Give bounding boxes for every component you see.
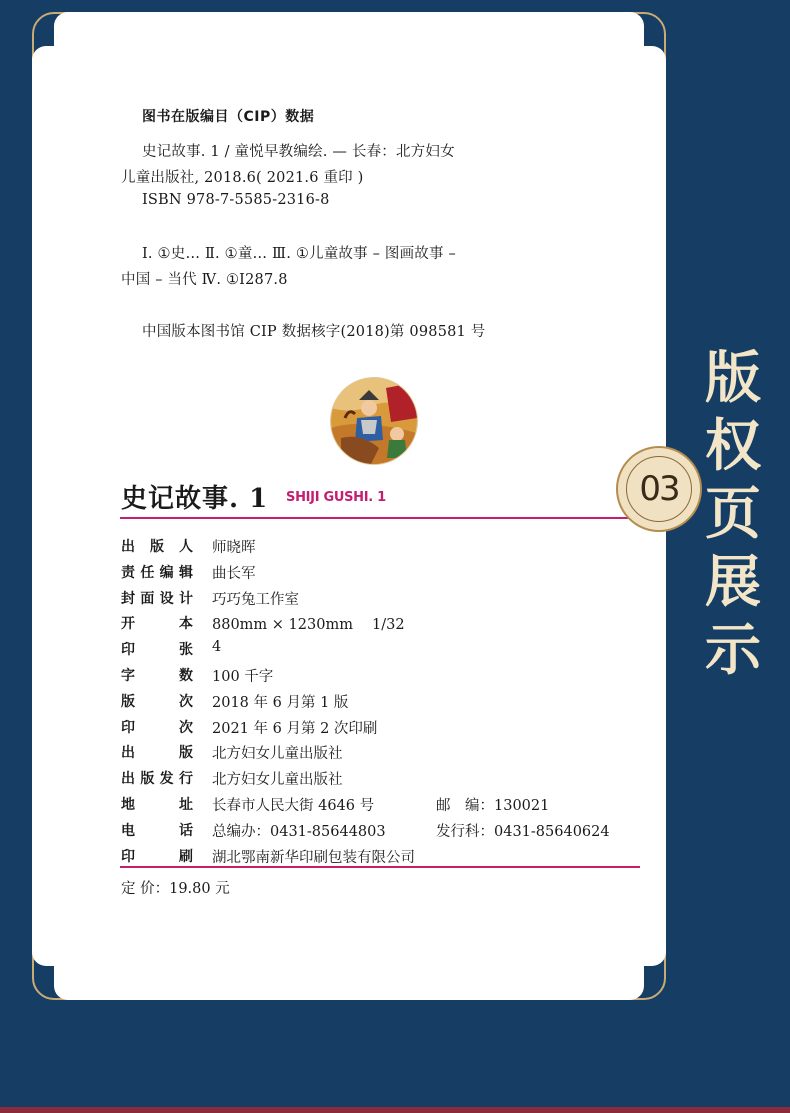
bottom-color-strip (0, 1107, 790, 1113)
info-label: 电 话 (121, 822, 193, 839)
info-value: 湖北鄂南新华印刷包装有限公司 (212, 849, 415, 866)
info-label: 责 任 编 辑 (121, 564, 193, 581)
info-value-secondary: 发行科：0431-85640624 (436, 823, 610, 840)
info-value: 北方妇女儿童出版社 (212, 746, 343, 763)
info-label: 地 址 (121, 797, 193, 813)
book-title: 史记故事. 1 (121, 484, 269, 514)
side-title-char: 页 (705, 481, 761, 547)
info-value: 2018 年 6 月第 1 版 (212, 694, 349, 711)
info-divider (120, 866, 640, 868)
info-value: 师晓晖 (212, 540, 256, 556)
info-value: 长春市人民大街 4646 号 (212, 798, 375, 814)
info-value: 880mm × 1230mm 1/32 (212, 617, 405, 634)
info-label: 印 次 (121, 719, 193, 736)
cover-illustration (331, 378, 417, 464)
price: 定 价：19.80 元 (121, 881, 230, 897)
info-value: 100 千字 (212, 669, 274, 685)
info-label: 版 次 (121, 693, 193, 710)
info-label: 印 张 (121, 642, 193, 659)
info-value: 4 (212, 639, 222, 656)
cip-line-1: 史记故事. 1 / 童悦早教编绘. — 长春：北方妇女 (142, 144, 455, 160)
badge-number: 03 (626, 456, 692, 522)
side-title-char: 版 (705, 345, 761, 411)
page-number-badge (616, 446, 702, 532)
info-label: 字 数 (121, 668, 193, 684)
info-label: 出 版 发 行 (121, 771, 193, 788)
cip-heading: 图书在版编目（CIP）数据 (142, 109, 315, 125)
side-title (700, 344, 766, 684)
book-title-pinyin: SHIJI GUSHI. 1 (286, 490, 386, 505)
cip-line-2: 儿童出版社, 2018.6( 2021.6 重印 ) (121, 170, 364, 186)
info-label: 封 面 设 计 (121, 590, 193, 607)
info-value-secondary: 邮 编：130021 (436, 798, 550, 814)
cip-isbn: ISBN 978-7-5585-2316-8 (142, 192, 330, 208)
info-label: 开 本 (121, 616, 193, 633)
info-value: 总编办：0431-85644803 (212, 823, 386, 840)
side-title-char: 示 (705, 617, 761, 683)
info-label: 印 刷 (121, 848, 193, 865)
cip-classification-2: 中国 – 当代 Ⅳ. ①I287.8 (121, 272, 288, 288)
cip-classification-1: Ⅰ. ①史… Ⅱ. ①童… Ⅲ. ①儿童故事 – 图画故事 – (142, 246, 456, 262)
title-divider (120, 517, 634, 519)
info-value: 2021 年 6 月第 2 次印刷 (212, 720, 378, 737)
info-value: 曲长军 (212, 565, 256, 582)
info-label: 出 版 人 (121, 539, 193, 555)
side-title-char: 权 (705, 413, 761, 479)
info-value: 北方妇女儿童出版社 (212, 772, 343, 789)
info-label: 出 版 (121, 745, 193, 762)
info-value: 巧巧兔工作室 (212, 591, 299, 608)
side-title-char: 展 (705, 549, 761, 615)
cip-record-number: 中国版本图书馆 CIP 数据核字(2018)第 098581 号 (142, 324, 486, 340)
